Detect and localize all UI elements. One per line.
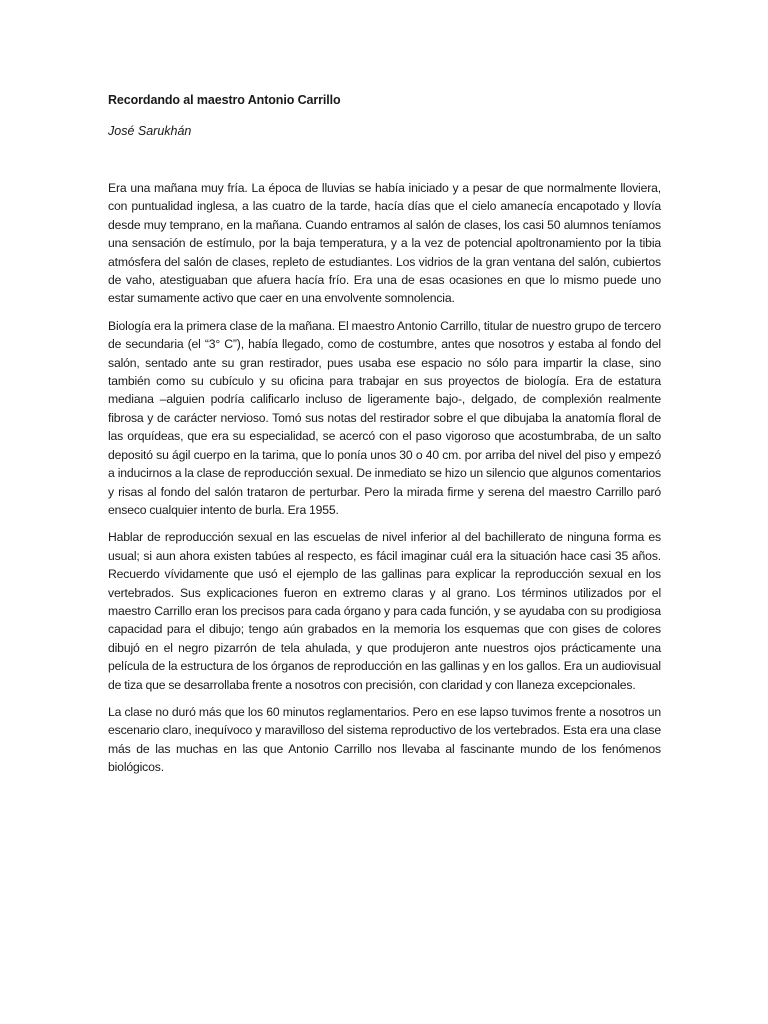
paragraph-3: Hablar de reproducción sexual en las escuelas de nivel inferior al del bachillerato de ninguna forma es usual; si aun ahora existen tabúes al respecto, es fácil imaginar cuál era la situación hace casi 35 años. Recuerdo vívidamente que usó el ejemplo de las gallinas para explicar la reproducción sexual en los vertebrados. Sus explicaciones fueron en extremo claras y al grano. Los términos utilizados por el maestro Carrillo eran los precisos para cada órgano y para cada función, y se ayudaba con su prodigiosa capacidad para el dibujo; tengo aún grabados en la memoria los esquemas que con gises de colores dibujó en el negro pizarrón de tela ahulada, y que produjeron ante nuestros ojos prácticamente una película de la estructura de los órganos de reproducción en las gallinas y en los gallos. Era un audiovisual de tiza que se desarrollaba frente a nosotros con precisión, con claridad y con llaneza excepcionales. bbox=[108, 530, 661, 692]
paragraph-4: La clase no duró más que los 60 minutos reglamentarios. Pero en ese lapso tuvimos frente a nosotros un escenario claro, inequívoco y maravilloso del sistema reproductivo de los vertebrados. Esta era una clase más de las muchas en las que Antonio Carrillo nos llevaba al fascinante mundo de los fenómenos biológicos. bbox=[108, 704, 661, 775]
paragraph-2: Biología era la primera clase de la mañana. El maestro Antonio Carrillo, titular de nuestro grupo de tercero de secundaria (el “3° C”), había llegado, como de costumbre, antes que nosotros y estaba al fondo del salón, sentado ante su gran restirador, pues usaba ese espacio no sólo para impartir la clase, sino también como su cubículo y su oficina para trabajar en sus proyectos de biología. Era de estatura mediana –alguien podría calificarlo incluso de ligeramente bajo-, delgado, de complexión realmente fibrosa y de carácter nervioso. Tomó sus notas del restirador sobre el que dibujaba la anatomía floral de las orquídeas, que era su especialidad, se acercó con el paso vigoroso que acostumbraba, de un salto depositó su ágil cuerpo en la tarima, que lo ponía unos 30 o 40 cm. por arriba del nivel del piso y empezó a inducirnos a la clase de reproducción sexual. De inmediato se hizo un silencio que algunos comentarios y risas al fondo del salón trataron de perturbar. Pero la mirada firme y serena del maestro Carrillo paró enseco cualquier intento de burla. Era 1955. bbox=[108, 318, 661, 517]
document-body bbox=[108, 179, 661, 786]
paragraph-1: Era una mañana muy fría. La época de lluvias se había iniciado y a pesar de que normalmente lloviera, con puntualidad inglesa, a las cuatro de la tarde, hacía días que el cielo amanecía encapotado y llovía desde muy temprano, en la mañana. Cuando entramos al salón de clases, los casi 50 alumnos teníamos una sensación de estímulo, por la baja temperatura, y a la vez de potencial apoltronamiento por la tibia atmósfera del salón de clases, repleto de estudiantes. Los vidrios de la gran ventana del salón, cubiertos de vaho, atestiguaban que afuera hacía frío. Era una de esas ocasiones en que lo mismo puede uno estar sumamente activo que caer en una envolvente somnolencia. bbox=[108, 181, 661, 306]
document-title: Recordando al maestro Antonio Carrillo bbox=[108, 93, 341, 107]
document-author: José Sarukhán bbox=[108, 124, 192, 138]
